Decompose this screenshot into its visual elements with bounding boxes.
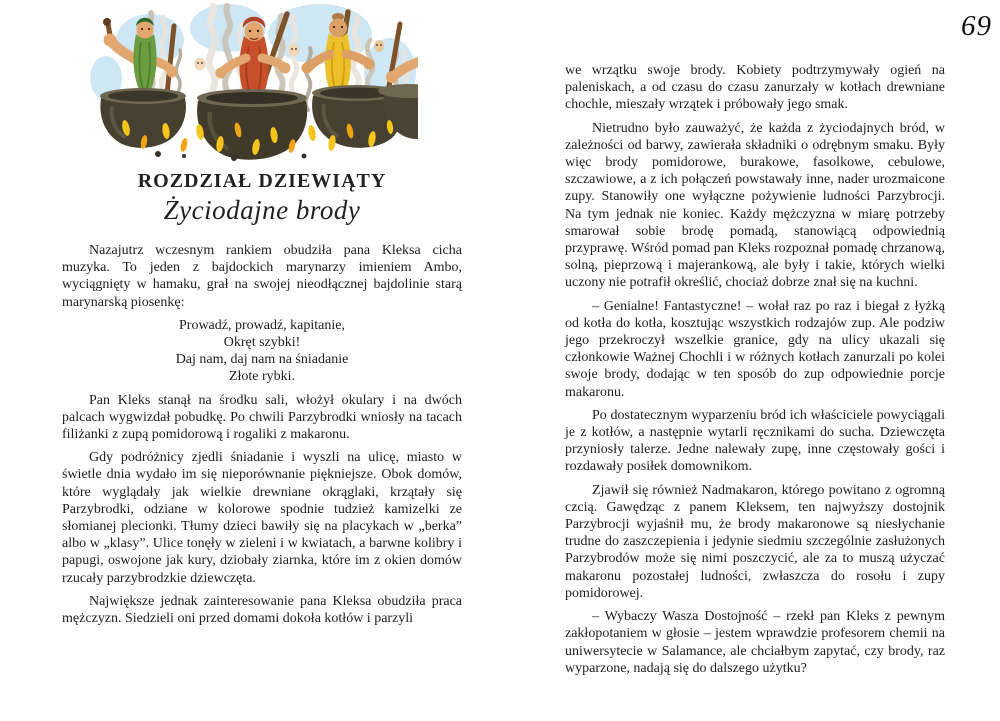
chapter-title: Życiodajne brody: [163, 195, 361, 225]
chapter-illustration: [88, 0, 418, 162]
paragraph: – Wybaczy Wasza Dostojność – rzekł pan Kleks z pewnym zakłopotaniem w głosie – jestem wprawdzie profesorem chemii na uniwersytecie w Salamance, ale chciałbym zapytać, czy brody, raz wyparzone, nadają się do dalszego użytku?: [565, 609, 945, 676]
intro-paragraph: Nazajutrz wczesnym rankiem obudziła pana Kleksa cicha muzyka. To jeden z bajdockich marynarzy imieniem Ambo, wyciągnięty w hamaku, grał na swojej nieodłącznej bajdolinie starą marynarską piosenkę:: [62, 243, 462, 310]
chapter-heading: ROZDZIAŁ DZIEWIĄTY: [137, 170, 387, 192]
paragraph: Gdy podróżnicy zjedli śniadanie i wyszli na ulicę, miasto w świetle dnia wydało im się nieporównanie piękniejsze. Obok domów, które wyglądały jak wielkie drewniane okrąglaki, krzątały się Parzybrodki, odziane w kolorowe spodnie tudzież kamizelki ze słomianej plecionki. Tłumy dzieci bawiły się na placykach w „berka” albo w „klasy”. Ulice tonęły w zieleni i w kwiatach, a barwne kolibry i papugi, oswojone jak kury, dziobały ziarnka, które im z okien domów rzucały parzybrodzkie dziewczęta.: [62, 450, 462, 586]
page-number: 69: [961, 10, 992, 42]
paragraph: – Genialne! Fantastyczne! – wołał raz po raz i biegał z łyżką od kotła do kotła, kosztując wszystkich rodzajów zup. Ale podziw jego przekroczył wszelkie granice, gdy na ulicy ukazali się członkowie Ważnej Chochli i w różnych kotłach zanurzali po kolei swoje brody, dodając w ten sposób do zup odpowiednie porcje makaronu.: [565, 298, 945, 400]
left-page-paragraphs: [62, 392, 462, 628]
right-page: [565, 62, 945, 683]
poem-line: Daj nam, daj nam na śniadanie: [175, 352, 349, 368]
poem-line: Okręt szybki!: [223, 335, 301, 351]
cauldron-beards-drawing: [88, 0, 418, 162]
paragraph: Nietrudno było zauważyć, że każda z życiodajnych bród, w zależności od barwy, zawierała składniki o odrębnym smaku. Były więc brody pomidorowe, burakowe, fasolkowe, cebulowe, szczawiowe, a z ich połączeń powstawały inne, nader urozmaicone zupy. Stanowiły one wyłączne pożywienie ludności Parzybrocji. Na tym jednak nie koniec. Każdy mężczyzna w miarę potrzeby smarował sobie brodę pomadą, stanowiącą odpowiednią przyprawę. Wśród pomad pan Kleks rozpoznał pomadę chrzanową, solną, pieprzową i majerankową, ale były i takie, których wielki uczony nie potrafił określić, chociaż dobrze znał się na kuchni.: [565, 120, 945, 291]
paragraph: Największe jednak zainteresowanie pana Kleksa obudziła praca mężczyzn. Siedzieli oni przed domami dokoła kotłów i parzyli: [62, 593, 462, 627]
paragraph: Pan Kleks stanął na środku sali, włożył okulary i na dwóch palcach wygwizdał pobudkę. Po chwili Parzybrodki wniosły na tacach filiżanki z zupą pomidorową i rogaliki z makaronu.: [62, 392, 462, 443]
poem-line: Złote rybki.: [228, 369, 296, 385]
left-page: [62, 0, 462, 633]
paragraph: Po dostatecznym wyparzeniu bród ich właściciele powyciągali je z kotłów, a następnie wytarli ręcznikami do sucha. Dziewczęta przyniosły talerze. Jedne nalewały zupę, inne częstowały gości i rozdawały posiłek domownikom.: [565, 407, 945, 475]
right-page-paragraphs: [565, 120, 945, 677]
sailor-song: [62, 317, 462, 386]
continuation-paragraph: we wrzątku swoje brody. Kobiety podtrzymywały ogień na paleniskach, a od czasu do czasu zanurzały w kotłach drewniane chochle, mieszały wrzątek i próbowały jego smak.: [565, 63, 945, 113]
poem-line: Prowadź, prowadź, kapitanie,: [179, 317, 345, 333]
paragraph: Zjawił się również Nadmakaron, którego powitano z ogromną czcią. Gawędząc z panem Kleksem, ten najwyższy dostojnik Parzybrocji wyjaśnił mu, że brody makaronowe są niesłychanie trudne do zaszczepienia i jedynie siedmiu szczególnie zasłużonych Parzybrodów może się nimi poszczycić, ale za to muszą użyczać makaronu pozostałej ludności, zwłaszcza do rosołu i zupy pomidorowej.: [565, 482, 945, 601]
